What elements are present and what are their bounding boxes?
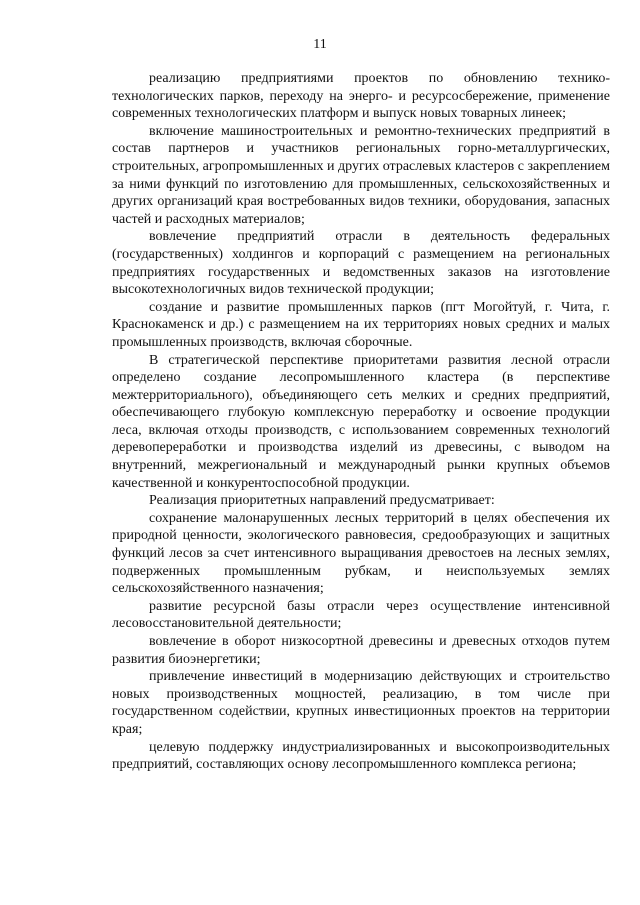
paragraph: сохранение малонарушенных лесных территорий в целях обеспечения их природной ценности, экологического равновесия, средообразующих и защитных функций лесов за счет интенсивного выращивания древостоев на лесных землях, подверженных промышленным рубкам, и неиспользуемых землях сельскохозяйственного назначения; <box>112 510 610 597</box>
document-body <box>112 70 610 774</box>
paragraph: реализацию предприятиями проектов по обновлению технико-технологических парков, переходу на энерго- и ресурсосбережение, применение современных технологических платформ и выпуск новых товарных линеек; <box>112 71 610 122</box>
paragraph: привлечение инвестиций в модернизацию действующих и строительство новых производственных мощностей, реализацию, в том числе при государственном содействии, крупных инвестиционных проектов на территории края; <box>112 669 610 737</box>
paragraph: развитие ресурсной базы отрасли через осуществление интенсивной лесовосстановительной деятельности; <box>112 598 610 632</box>
paragraph: включение машиностроительных и ремонтно-технических предприятий в состав партнеров и участников региональных горно-металлургических, строительных, агропромышленных и других отраслевых кластеров с закреплением за ними функций по изготовлению для промышленных, сельскохозяйственных и других организаций края востребованных видов техники, оборудования, запасных частей и расходных материалов; <box>112 123 610 227</box>
page-number: 11 <box>313 37 327 52</box>
paragraph: вовлечение в оборот низкосортной древесины и древесных отходов путем развития биоэнергетики; <box>112 634 610 667</box>
paragraph: целевую поддержку индустриализированных и высокопроизводительных предприятий, составляющих основу лесопромышленного комплекса региона; <box>112 739 610 773</box>
paragraph: В стратегической перспективе приоритетами развития лесной отрасли определено создание лесопромышленного кластера (в перспективе межтерриториального), объединяющего сеть мелких и средних предприятий, обеспечивающего глубокую комплексную переработку и освоение продукции леса, включая отходы производств, с использованием современных технологий деревопереработки и производства изделий из древесины, с выводом на внутренний, межрегиональный и международный рынки крупных объемов качественной и конкурентоспособной продукции. <box>112 352 610 491</box>
paragraph: создание и развитие промышленных парков (пгт Могойтуй, г. Чита, г. Краснокаменск и др.) с размещением на их территориях новых средних и малых промышленных производств, включая сборочные. <box>112 299 610 350</box>
paragraph: Реализация приоритетных направлений предусматривает: <box>149 493 495 509</box>
paragraph: вовлечение предприятий отрасли в деятельность федеральных (государственных) холдингов и корпораций с размещением на региональных предприятиях государственных и ведомственных заказов на изготовление высокотехнологичных видов технической продукции; <box>112 229 610 298</box>
